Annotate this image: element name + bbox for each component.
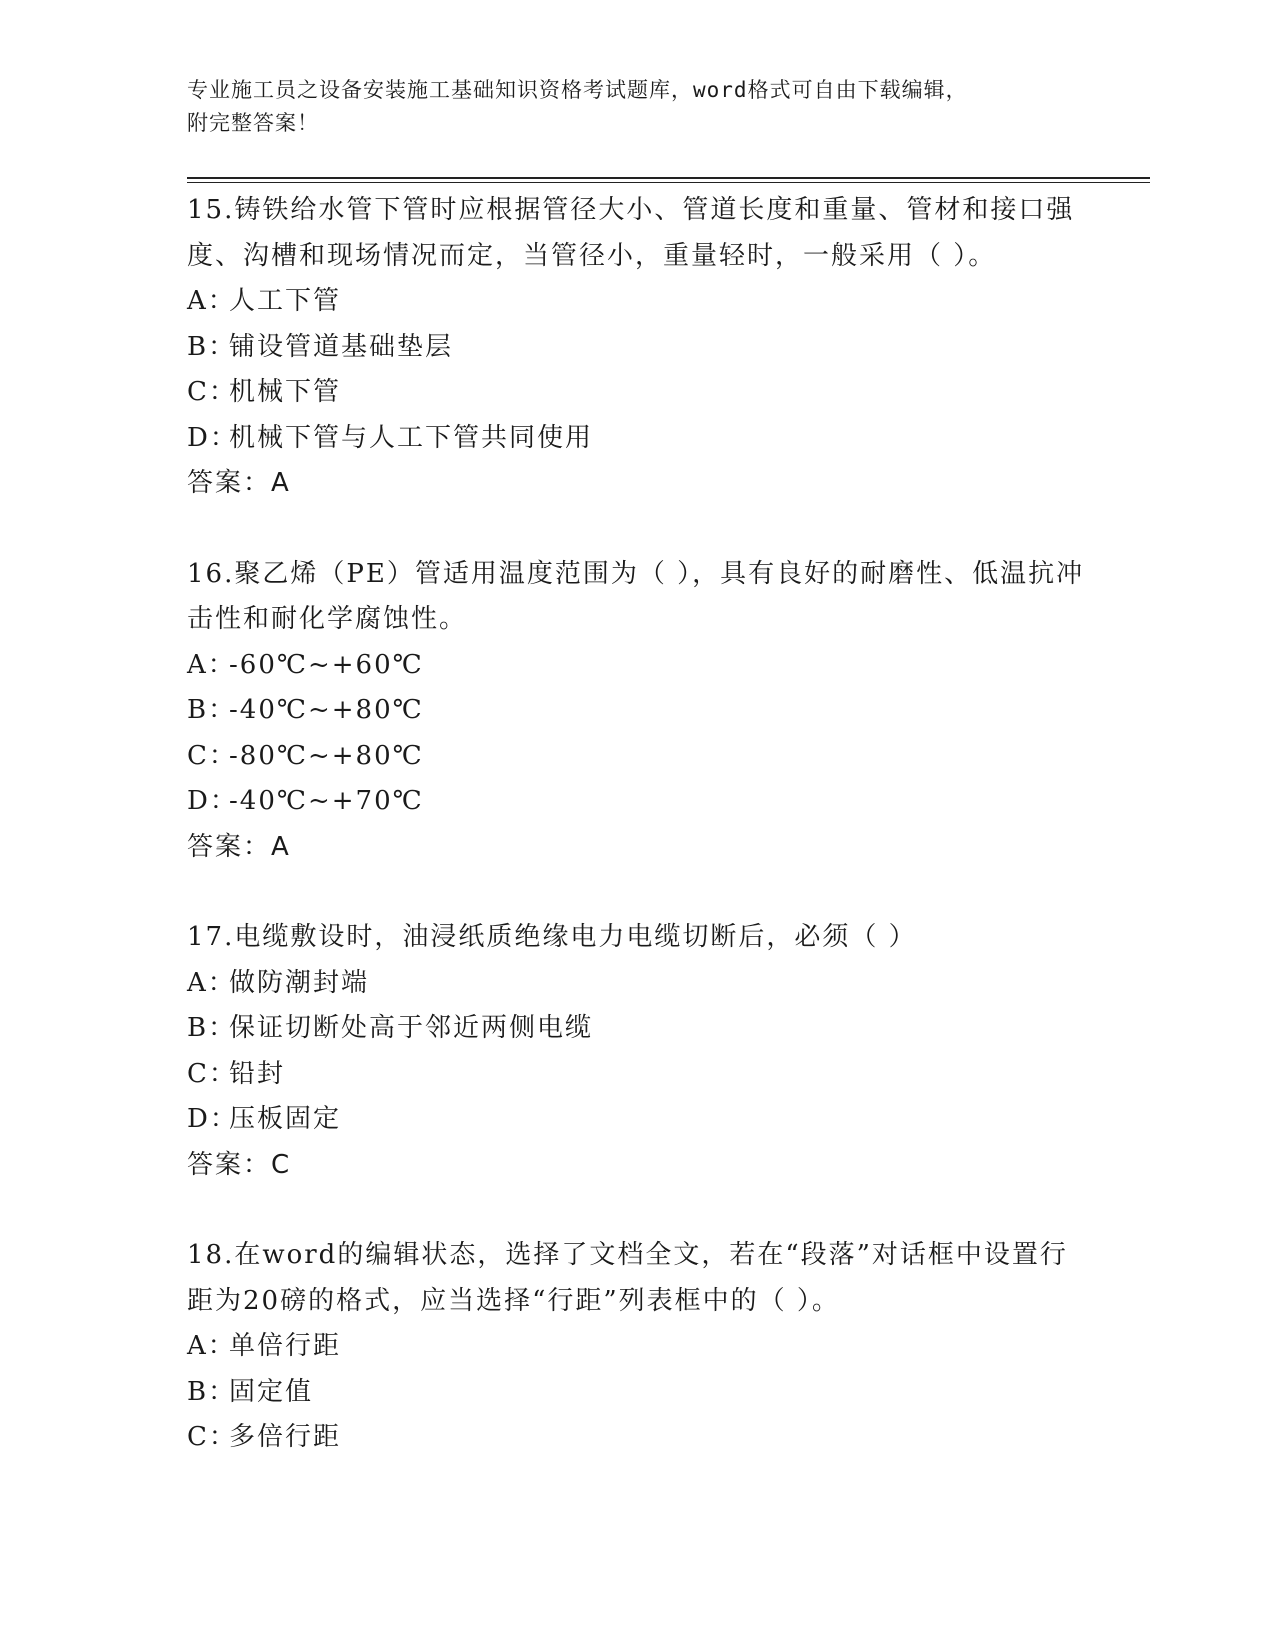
header-divider-thin (187, 182, 1150, 183)
answer-line: 答案：A (187, 468, 291, 498)
question-16 (187, 552, 1087, 871)
option-c (187, 734, 1087, 780)
option-key: A： (187, 286, 236, 316)
option-text: 铺设管道基础垫层 (229, 331, 454, 362)
question-15 (187, 188, 1087, 507)
option-text: 单倍行距 (229, 1331, 342, 1361)
option-c (187, 1052, 1087, 1098)
option-b (187, 1370, 1087, 1416)
option-key: A： (187, 967, 236, 998)
option-a (187, 961, 1087, 1007)
document-header (187, 74, 1087, 140)
option-key: D： (187, 422, 238, 453)
option-a (187, 1324, 1087, 1370)
option-a (187, 279, 1087, 325)
option-key: C： (187, 377, 237, 407)
option-a (187, 643, 1087, 689)
option-key: C： (187, 1058, 237, 1089)
option-text: 固定值 (229, 1376, 314, 1407)
option-text: -60℃~+60℃ (229, 649, 424, 680)
option-b (187, 1006, 1087, 1052)
option-d (187, 779, 1087, 825)
header-line-2: 附完整答案！ (187, 111, 319, 135)
option-text: 铅封 (229, 1058, 286, 1089)
option-key: A： (187, 1331, 236, 1361)
option-text: -80℃~+80℃ (229, 740, 424, 771)
answer-line: 答案：A (187, 831, 291, 862)
question-17 (187, 915, 1087, 1188)
option-text: 机械下管与人工下管共同使用 (229, 422, 594, 453)
option-text: 做防潮封端 (229, 967, 370, 998)
option-b (187, 325, 1087, 371)
option-key: C： (187, 1422, 237, 1452)
question-stem: 16.聚乙烯（PE）管适用温度范围为（ ），具有良好的耐磨性、低温抗冲击性和耐化学腐蚀性。 (187, 558, 1085, 634)
question-stem: 17.电缆敷设时，油浸纸质绝缘电力电缆切断后，必须（ ） (187, 922, 917, 952)
option-text: 压板固定 (229, 1104, 342, 1134)
option-b (187, 688, 1087, 734)
option-key: D： (187, 786, 238, 816)
option-key: B： (187, 1013, 237, 1043)
option-key: A： (187, 649, 236, 680)
option-c (187, 1415, 1087, 1461)
option-d (187, 1097, 1087, 1143)
option-key: D： (187, 1104, 238, 1134)
option-key: B： (187, 331, 237, 362)
option-key: B： (187, 1376, 237, 1407)
question-18 (187, 1233, 1087, 1461)
option-key: B： (187, 695, 237, 725)
option-d (187, 416, 1087, 462)
header-divider-thick (187, 177, 1150, 179)
answer-line: 答案：C (187, 1149, 292, 1180)
option-text: 保证切断处高于邻近两侧电缆 (229, 1013, 594, 1043)
option-c (187, 370, 1087, 416)
question-stem: 15.铸铁给水管下管时应根据管径大小、管道长度和重量、管材和接口强度、沟槽和现场情况而定，当管径小，重量轻时，一般采用（ ）。 (187, 195, 1075, 271)
option-text: -40℃~+70℃ (229, 786, 424, 816)
option-key: C： (187, 740, 237, 771)
question-stem: 18.在word的编辑状态，选择了文档全文，若在“段落”对话框中设置行距为20磅的格式，应当选择“行距”列表框中的（ ）。 (187, 1240, 1068, 1316)
header-line-1: 专业施工员之设备安装施工基础知识资格考试题库，word格式可自由下载编辑， (187, 78, 968, 102)
option-text: 机械下管 (229, 377, 342, 407)
option-text: 人工下管 (229, 286, 342, 316)
option-text: 多倍行距 (229, 1422, 342, 1452)
option-text: -40℃~+80℃ (229, 695, 424, 725)
question-list (187, 188, 1087, 1506)
